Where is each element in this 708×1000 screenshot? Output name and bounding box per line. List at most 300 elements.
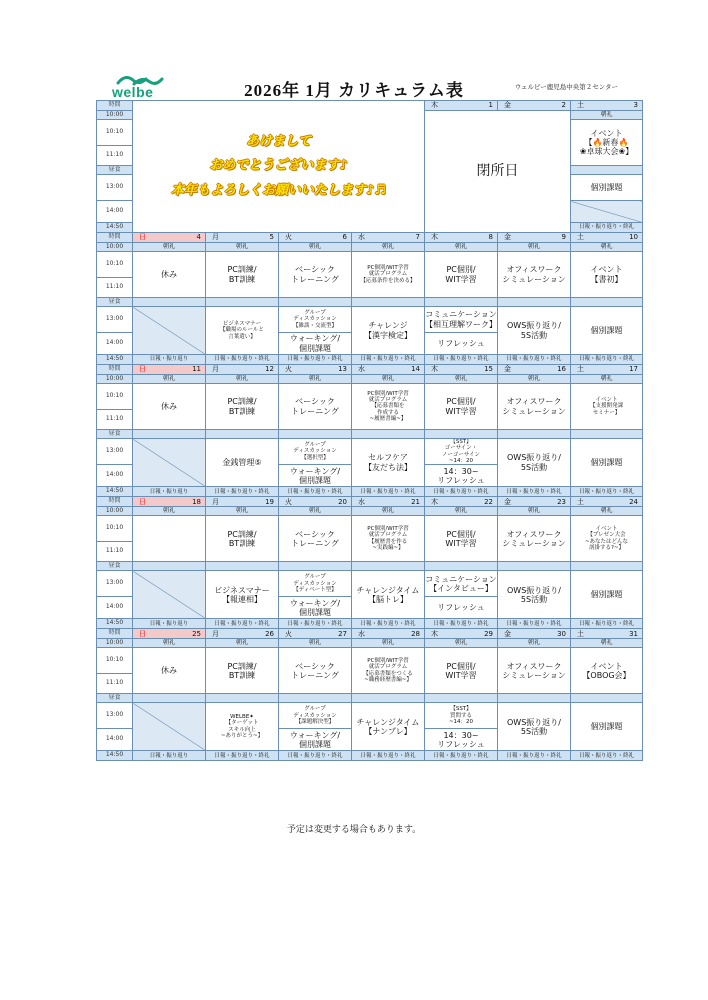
day-of-week: 金 [504, 365, 511, 374]
pm-row [97, 439, 643, 465]
activity-cell [352, 571, 425, 619]
empty-slot [571, 201, 643, 223]
activity-cell [352, 703, 425, 751]
footer-row [97, 619, 643, 629]
cell-line: 個別課題 [299, 475, 331, 485]
activity-cell [279, 439, 352, 465]
chourei-row [97, 507, 643, 516]
curriculum-table [96, 100, 643, 761]
cell-line: 就活プログラム [368, 397, 408, 404]
activity-cell [352, 384, 425, 430]
day-header [206, 497, 279, 507]
day-of-week: 水 [358, 233, 365, 242]
footer-row [97, 751, 643, 761]
day-of-week: 金 [504, 101, 511, 110]
lunch-band [206, 694, 279, 703]
cell-line: BT訓練 [228, 274, 256, 284]
logo-text: welbe [112, 84, 154, 100]
greeting-message [133, 130, 424, 202]
cell-line: ビジネスマナー [214, 585, 270, 595]
chourei-label: 朝礼 [206, 243, 279, 252]
activity-cell [571, 703, 643, 751]
cell-line: グループ [304, 574, 326, 581]
cell-line: トレーニング [291, 274, 339, 284]
activity-cell [571, 120, 643, 166]
week-header-row [97, 497, 643, 507]
cell-line: 【雑談・交流型】 [292, 322, 337, 329]
time-label: 14:00 [97, 333, 133, 355]
day-of-week: 土 [577, 365, 584, 374]
time-label: 時間 [97, 101, 133, 111]
day-of-week: 木 [431, 629, 438, 638]
cell-line: シミュレーション [502, 670, 566, 680]
cell-line: PC個別/WIT学習 [367, 526, 409, 533]
cell-line: ディスカッション [293, 316, 337, 323]
cell-line: OWS振り返り/ [507, 321, 561, 331]
cell-line: ~ありがとう~】 [220, 733, 264, 740]
cell-line: PC訓練/ [227, 397, 257, 407]
activity-cell [425, 465, 498, 487]
cell-line: リフレッシュ [437, 475, 485, 485]
cell-line: 【支援開発課 [589, 403, 623, 410]
cell-line: オフィスワーク [506, 397, 562, 407]
cell-line: ~職務経歴書編~】 [364, 677, 412, 684]
day-number: 10 [629, 233, 638, 242]
day-header [133, 629, 206, 639]
time-label: 10:00 [97, 507, 133, 516]
day-header [571, 365, 643, 375]
day-number: 12 [265, 365, 274, 374]
time-label: 10:10 [97, 648, 133, 674]
cell-line: 【応募書類をつくる [363, 670, 413, 677]
day-number: 22 [484, 497, 493, 506]
cell-line: オフィスワーク [506, 661, 562, 671]
nippo-label: 日報・振り返り・終礼 [206, 619, 279, 629]
time-label: 13:00 [97, 175, 133, 201]
day-of-week: 木 [431, 365, 438, 374]
activity-cell [206, 252, 279, 298]
time-label: 10:10 [97, 252, 133, 278]
activity-cell [279, 384, 352, 430]
lunch-row [97, 694, 643, 703]
day-header [279, 233, 352, 243]
lunch-band [133, 430, 206, 439]
cell-line: WIT学習 [445, 670, 477, 680]
lunch-band [279, 430, 352, 439]
cell-line: ウォーキング/ [289, 730, 341, 740]
cell-line: オフィスワーク [506, 529, 562, 539]
cell-line: イベント [595, 397, 618, 404]
week-header-row [97, 233, 643, 243]
cell-line: 就活プログラム [368, 664, 408, 671]
day-number: 13 [338, 365, 347, 374]
time-label: 昼食 [97, 166, 133, 175]
nippo-label: 日報・振り返り・終礼 [425, 619, 498, 629]
cell-line: PC訓練/ [227, 265, 257, 275]
cell-line: 【ナンプレ】 [364, 726, 412, 736]
day-number: 31 [629, 629, 638, 638]
lunch-band [352, 430, 425, 439]
cell-line: ゴーサイン・ [444, 445, 478, 452]
activity-cell [425, 729, 498, 751]
nippo-label: 日報・振り返り [133, 487, 206, 497]
day-of-week: 日 [139, 497, 146, 506]
day-number: 18 [192, 497, 201, 506]
time-label: 14:50 [97, 751, 133, 761]
chourei-label: 朝礼 [425, 375, 498, 384]
activity-cell [498, 571, 571, 619]
day-header [571, 629, 643, 639]
cell-line: 【報連相】 [222, 594, 262, 604]
cell-line: 就活プログラム [368, 532, 408, 539]
chourei-label: 朝礼 [352, 243, 425, 252]
cell-line: ノーゴーサイン [442, 451, 480, 458]
time-label: 時間 [97, 497, 133, 507]
activity-cell [279, 333, 352, 355]
cell-line: トレーニング [291, 670, 339, 680]
lunch-band [352, 694, 425, 703]
week-header-row [97, 629, 643, 639]
lunch-band [571, 166, 643, 175]
cell-line: 【履歴書を作る [368, 538, 408, 545]
activity-cell [279, 648, 352, 694]
cell-line: PC個別/ [446, 529, 476, 539]
lunch-band [133, 298, 206, 307]
day-number: 4 [196, 233, 201, 242]
nippo-label: 日報・振り返り・終礼 [352, 619, 425, 629]
time-label: 14:00 [97, 465, 133, 487]
lunch-band [206, 430, 279, 439]
day-number: 21 [411, 497, 420, 506]
chourei-label: 朝礼 [425, 507, 498, 516]
cell-line: PC訓練/ [227, 529, 257, 539]
cell-line: PC個別/WIT学習 [367, 658, 409, 665]
day-of-week: 木 [431, 233, 438, 242]
day-header [571, 233, 643, 243]
chourei-label: 朝礼 [279, 243, 352, 252]
cell-line: 個別課題 [299, 607, 331, 617]
time-label: 10:00 [97, 243, 133, 252]
cell-line: 個別課題 [590, 458, 623, 468]
lunch-band [571, 694, 643, 703]
cell-line: ~14：20 [448, 718, 474, 725]
activity-cell [352, 648, 425, 694]
cell-line: 質問する [449, 712, 472, 719]
day-header [279, 497, 352, 507]
day-of-week: 水 [358, 497, 365, 506]
chourei-label: 朝礼 [571, 375, 643, 384]
activity-cell [425, 252, 498, 298]
cell-line: シミュレーション [502, 406, 566, 416]
chourei-label: 朝礼 [498, 243, 571, 252]
chourei-label: 朝礼 [498, 639, 571, 648]
chourei-label: 朝礼 [206, 639, 279, 648]
nippo-label: 日報・振り返り [133, 751, 206, 761]
nippo-label: 日報・振り返り・終礼 [352, 355, 425, 365]
am-row [97, 252, 643, 278]
chourei-label: 朝礼 [498, 507, 571, 516]
cell-line: トレーニング [291, 406, 339, 416]
cell-line: BT訓練 [228, 538, 256, 548]
cell-line: PC個別/ [446, 265, 476, 275]
pm-row [97, 571, 643, 597]
day-header [425, 365, 498, 375]
lunch-band [498, 694, 571, 703]
greeting-line: 本年もよろしくお願いいたします♪♬ [171, 182, 386, 198]
chourei-label: 朝礼 [133, 375, 206, 384]
lunch-band [206, 298, 279, 307]
cell-line: リフレッシュ [437, 603, 485, 613]
nippo-label: 日報・振り返り・終礼 [206, 751, 279, 761]
cell-line: 【課題解決型】 [295, 718, 335, 725]
time-label: 14:00 [97, 597, 133, 619]
empty-slot [133, 439, 206, 487]
day-header [571, 101, 643, 111]
activity-cell [279, 307, 352, 333]
chourei-label: 朝礼 [279, 507, 352, 516]
activity-cell [498, 252, 571, 298]
activity-cell [279, 571, 352, 597]
week-header-row [97, 101, 643, 111]
nippo-label: 日報・振り返り・終礼 [425, 487, 498, 497]
time-label: 14:50 [97, 355, 133, 365]
activity-cell [206, 307, 279, 355]
day-header [206, 233, 279, 243]
day-number: 7 [415, 233, 420, 242]
day-number: 23 [557, 497, 566, 506]
cell-line: 個別課題 [590, 325, 623, 335]
chourei-label: 朝礼 [571, 243, 643, 252]
cell-line: 【ターゲット [225, 720, 259, 727]
day-number: 6 [342, 233, 347, 242]
cell-line: 休み [161, 401, 177, 411]
activity-cell [133, 516, 206, 562]
day-number: 26 [265, 629, 274, 638]
cell-line: WIT学習 [445, 538, 477, 548]
activity-cell [425, 571, 498, 597]
day-of-week: 日 [139, 365, 146, 374]
cell-line: トレーニング [291, 538, 339, 548]
cell-line: 【脳トレ】 [368, 594, 408, 604]
greeting-panel [133, 101, 425, 233]
nippo-label: 日報・振り返り・終礼 [206, 487, 279, 497]
cell-line: PC個別/WIT学習 [367, 265, 409, 272]
center-name: ウェルビー鹿児島中央第２センター [514, 83, 618, 91]
activity-cell [571, 252, 643, 298]
chourei-row [97, 375, 643, 384]
cell-line: 個別課題 [590, 590, 623, 600]
cell-line: ~あなたはどんな [584, 538, 629, 545]
cell-line: グループ [304, 310, 326, 317]
nippo-label: 日報・振り返り・終礼 [279, 619, 352, 629]
day-header [279, 365, 352, 375]
cell-line: スキル向上 [228, 726, 256, 733]
cell-line: 【選択型】 [301, 454, 329, 461]
cell-line: チャレンジタイム [356, 585, 420, 595]
cell-line: 就活プログラム [368, 271, 408, 278]
cell-line: ディスカッション [293, 580, 337, 587]
time-label: 11:10 [97, 410, 133, 430]
nippo-label: 日報・振り返り [133, 355, 206, 365]
nippo-label: 日報・振り返り・終礼 [279, 355, 352, 365]
footer-row [97, 487, 643, 497]
activity-cell [206, 571, 279, 619]
nippo-label: 日報・振り返り・終礼 [571, 487, 643, 497]
cell-line: リフレッシュ [437, 739, 485, 749]
cell-line: 【職場のルールと [220, 327, 264, 334]
week-header-row [97, 365, 643, 375]
day-of-week: 水 [358, 629, 365, 638]
time-label: 14:50 [97, 619, 133, 629]
day-of-week: 月 [212, 629, 219, 638]
cell-line: WIT学習 [445, 406, 477, 416]
activity-cell [206, 648, 279, 694]
day-number: 20 [338, 497, 347, 506]
chourei-label: 朝礼 [279, 375, 352, 384]
time-label: 11:10 [97, 146, 133, 166]
lunch-band [133, 694, 206, 703]
chourei-label: 朝礼 [571, 111, 643, 120]
nippo-label: 日報・振り返り・終礼 [279, 487, 352, 497]
cell-line: 【🔥新春🔥 [584, 137, 629, 147]
am-row [97, 384, 643, 410]
activity-cell [352, 516, 425, 562]
day-number: 15 [484, 365, 493, 374]
activity-cell [206, 384, 279, 430]
activity-cell [498, 439, 571, 487]
day-of-week: 土 [577, 233, 584, 242]
cell-line: PC個別/ [446, 661, 476, 671]
lunch-band [352, 298, 425, 307]
chourei-label: 朝礼 [352, 507, 425, 516]
activity-cell [425, 703, 498, 729]
lunch-band [571, 430, 643, 439]
chourei-label: 朝礼 [279, 639, 352, 648]
nippo-label: 日報・振り返り・終礼 [498, 619, 571, 629]
time-label: 時間 [97, 629, 133, 639]
cell-line: PC個別/WIT学習 [367, 390, 409, 397]
time-label: 時間 [97, 365, 133, 375]
day-header [498, 101, 571, 111]
cell-line: ❀卓球大会❀】 [579, 147, 634, 157]
chourei-row [97, 243, 643, 252]
day-of-week: 月 [212, 497, 219, 506]
chourei-label: 朝礼 [352, 375, 425, 384]
cell-line: BT訓練 [228, 670, 256, 680]
cell-line: 【友だち法】 [364, 462, 412, 472]
activity-cell [425, 597, 498, 619]
time-label: 13:00 [97, 571, 133, 597]
time-label: 昼食 [97, 298, 133, 307]
day-header [133, 233, 206, 243]
chourei-label: 朝礼 [206, 375, 279, 384]
activity-cell [498, 648, 571, 694]
day-header [352, 233, 425, 243]
chourei-label: 朝礼 [206, 507, 279, 516]
closed-day [425, 111, 571, 233]
day-number: 25 [192, 629, 201, 638]
cell-line: 剖掛する?~】 [588, 545, 625, 552]
activity-cell [571, 307, 643, 355]
day-of-week: 金 [504, 497, 511, 506]
cell-line: セミナー】 [592, 409, 621, 416]
nippo-label: 日報・振り返り・終礼 [498, 355, 571, 365]
cell-line: PC個別/ [446, 397, 476, 407]
am-row [97, 648, 643, 674]
pm-row [97, 703, 643, 729]
day-header [352, 497, 425, 507]
activity-cell [498, 384, 571, 430]
footer-note: 予定は変更する場合もあります。 [286, 825, 422, 835]
nippo-label: 日報・振り返り・終礼 [571, 619, 643, 629]
time-label: 時間 [97, 233, 133, 243]
day-of-week: 木 [431, 101, 438, 110]
day-header [425, 101, 498, 111]
cell-line: BT訓練 [228, 406, 256, 416]
cell-line: 【OBOG会】 [582, 670, 631, 680]
lunch-band [571, 298, 643, 307]
activity-cell [352, 307, 425, 355]
cell-line: ベーシック [295, 529, 335, 539]
nippo-label: 日報・振り返り [133, 619, 206, 629]
activity-cell [279, 597, 352, 619]
activity-cell [571, 648, 643, 694]
lunch-band [206, 562, 279, 571]
day-of-week: 木 [431, 497, 438, 506]
lunch-band [425, 430, 498, 439]
cell-line: OWS振り返り/ [507, 717, 561, 727]
day-header [133, 497, 206, 507]
day-number: 14 [411, 365, 420, 374]
cell-line: コミュニケーション [425, 310, 497, 320]
activity-cell [425, 439, 498, 465]
time-label: 10:00 [97, 375, 133, 384]
activity-cell [571, 571, 643, 619]
day-number: 5 [269, 233, 274, 242]
day-number: 9 [561, 233, 566, 242]
lunch-band [498, 562, 571, 571]
activity-cell [206, 439, 279, 487]
pm-row [97, 307, 643, 333]
day-header [498, 629, 571, 639]
nippo-label: 日報・振り返り・終礼 [206, 355, 279, 365]
time-label: 10:10 [97, 516, 133, 542]
day-number: 27 [338, 629, 347, 638]
activity-cell [133, 384, 206, 430]
cell-line: 【SST】 [450, 706, 472, 713]
day-number: 24 [629, 497, 638, 506]
activity-cell [352, 252, 425, 298]
time-label: 14:00 [97, 201, 133, 223]
page-title: 2026年 1月 カリキュラム表 [244, 81, 464, 100]
day-number: 2 [561, 101, 566, 110]
day-header [133, 365, 206, 375]
cell-line: WELBE✦ [230, 714, 254, 721]
activity-cell [425, 516, 498, 562]
cell-line: グループ [304, 442, 326, 449]
cell-line: WIT学習 [445, 274, 477, 284]
cell-line: 【インタビュー】 [429, 583, 493, 593]
lunch-row [97, 562, 643, 571]
cell-line: リフレッシュ [437, 338, 485, 348]
cell-line: OWS振り返り/ [507, 453, 561, 463]
day-number: 17 [629, 365, 638, 374]
day-header [425, 629, 498, 639]
cell-line: 個別課題 [299, 343, 331, 353]
day-number: 29 [484, 629, 493, 638]
day-number: 11 [192, 365, 201, 374]
cell-line: 【プレゼン大会 [587, 532, 626, 539]
